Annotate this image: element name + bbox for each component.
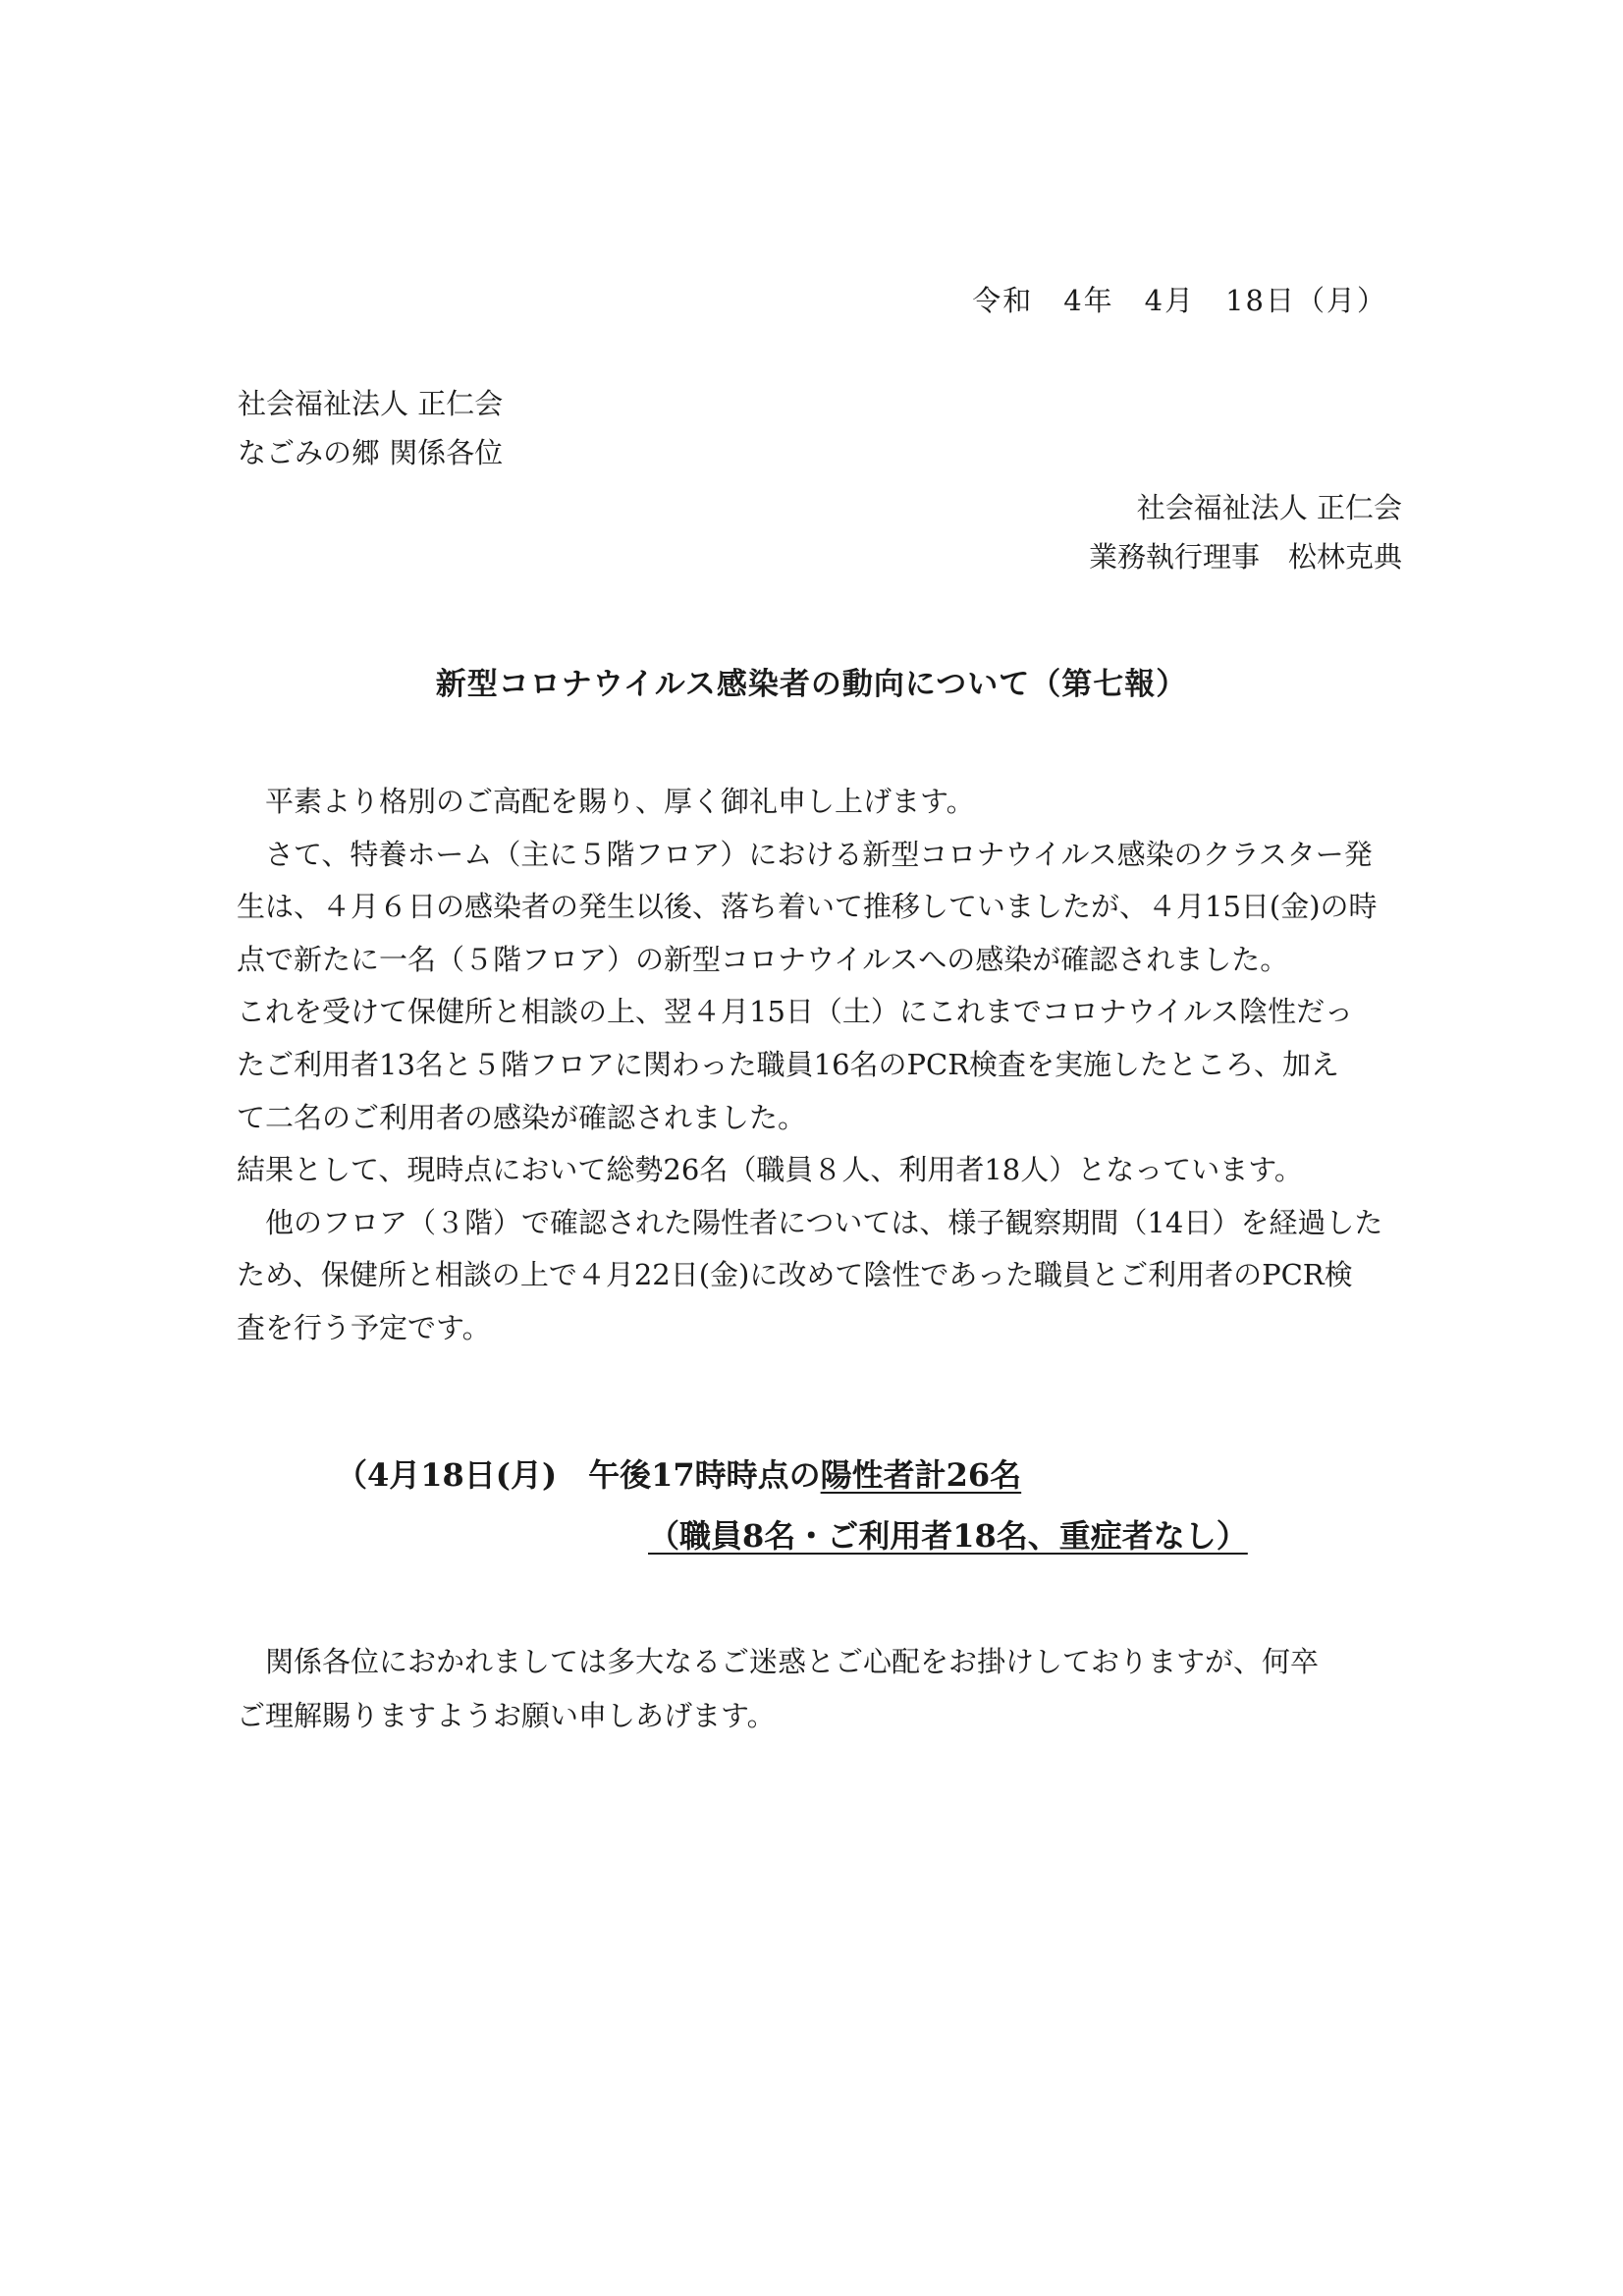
body-line: ため、保健所と相談の上で４月22日(金)に改めて陰性であった職員とご利用者のPCR検 (237, 1258, 1353, 1292)
summary-breakdown-text: （職員8名・ご利用者18名、重症者なし） (648, 1517, 1248, 1555)
body-line: 他のフロア（３階）で確認された陽性者については、様子観察期間（14日）を経過した (237, 1205, 1383, 1239)
document-date: 令和 4年 4月 18日（月） (972, 284, 1387, 317)
summary-timestamp: （4月18日(月) 午後17時時点の (336, 1456, 821, 1494)
closing-line: ご理解賜りますようお願い申しあげます。 (237, 1699, 776, 1732)
addressee-block (238, 379, 503, 477)
body-line: さて、特養ホーム（主に５階フロア）における新型コロナウイルス感染のクラスター発 (237, 837, 1373, 871)
document-title: 新型コロナウイルス感染者の動向について（第七報） (435, 667, 1188, 702)
body-line: て二名のご利用者の感染が確認されました。 (237, 1100, 807, 1134)
body-line: これを受けて保健所と相談の上、翌４月15日（土）にこれまでコロナウイルス陰性だっ (237, 995, 1354, 1029)
body-line: 結果として、現時点において総勢26名（職員８人、利用者18人）となっています。 (237, 1153, 1303, 1187)
summary-headline (336, 1450, 1021, 1496)
sender-block (1089, 483, 1402, 581)
body-line: 査を行う予定です。 (237, 1310, 491, 1344)
body-line: 生は、４月６日の感染者の発生以後、落ち着いて推移していましたが、４月15日(金)の時 (237, 890, 1378, 924)
summary-breakdown (648, 1511, 1248, 1557)
sender-signatory: 業務執行理事 松林克典 (1088, 540, 1402, 574)
addressee-organization: 社会福祉法人 正仁会 (238, 387, 504, 420)
closing-paragraph (237, 1635, 1390, 1743)
closing-line: 関係各位におかれましては多大なるご迷惑とご心配をお掛けしておりますが、何卒 (237, 1645, 1320, 1678)
addressee-recipients: なごみの郷 関係各位 (238, 436, 504, 469)
document-body (237, 776, 1390, 1355)
body-line: たご利用者13名と５階フロアに関わった職員16名のPCR検査を実施したところ、加え (237, 1047, 1340, 1081)
body-line: 点で新たに一名（５階フロア）の新型コロナウイルスへの感染が確認されました。 (237, 942, 1289, 976)
body-line: 平素より格別のご高配を賜り、厚く御礼申し上げます。 (237, 785, 975, 818)
summary-positive-total: 陽性者計26名 (820, 1456, 1022, 1494)
sender-organization: 社会福祉法人 正仁会 (1136, 491, 1402, 524)
